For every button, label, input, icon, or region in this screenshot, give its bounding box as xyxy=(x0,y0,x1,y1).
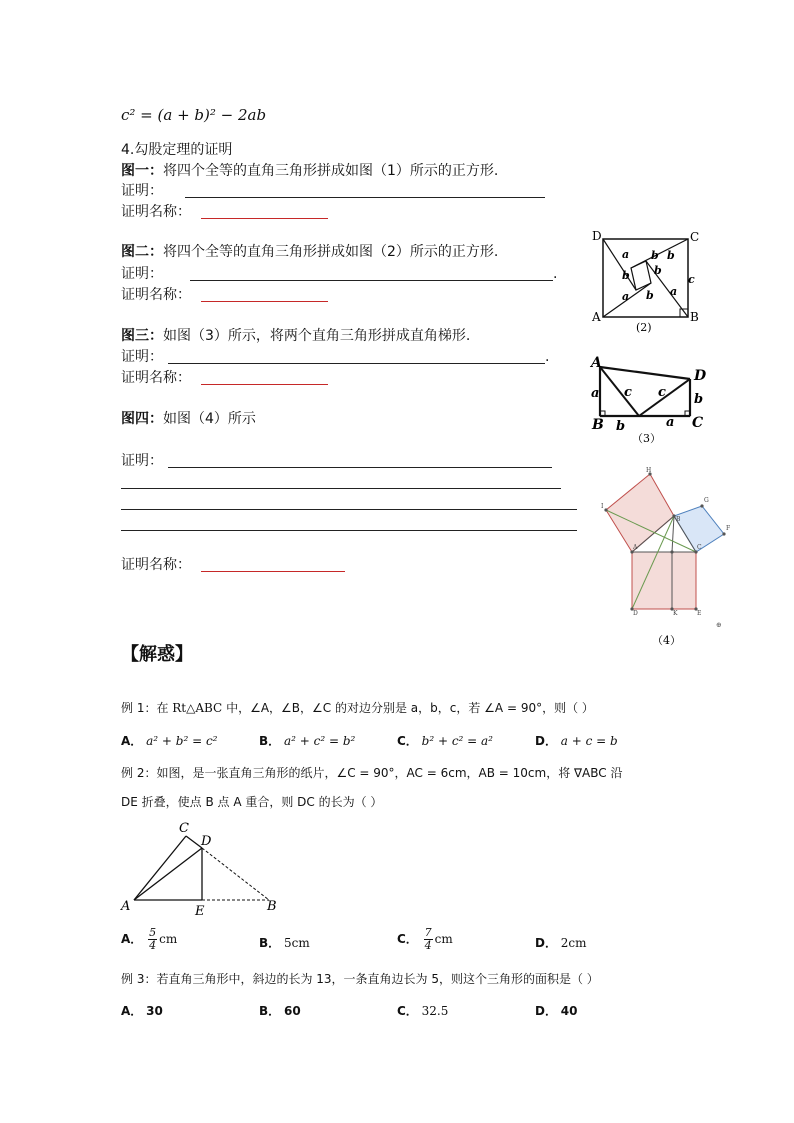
ex2-option-d-expr: 2cm xyxy=(560,936,587,950)
ex1-option-c-key: C． xyxy=(397,734,418,748)
ex1-option-d-expr: a + c = b xyxy=(560,734,618,748)
ex2-figure xyxy=(116,818,286,918)
diagram4-label-K: K xyxy=(673,610,678,617)
fig1-proof-label: 证明： xyxy=(121,183,163,199)
diagram4-label-B: B xyxy=(676,516,681,523)
ex2-option-c-unit: cm xyxy=(434,932,453,946)
diagram2-label-A: A xyxy=(592,310,601,324)
fig3-statement xyxy=(121,327,470,345)
diagram4-label-C: C xyxy=(697,544,702,551)
diagram-3 xyxy=(588,352,708,447)
ex2-option-a[interactable] xyxy=(121,927,177,952)
ex3-option-c-key: C． xyxy=(397,1004,418,1018)
ex3-option-d[interactable] xyxy=(535,1003,578,1019)
fig2-label: 图二： xyxy=(121,244,163,260)
diagram3-caption: （3） xyxy=(632,432,661,445)
ex2-side-DB-dashed xyxy=(202,848,269,900)
ex1-body: 中，∠A，∠B，∠C 的对边分别是 a，b，c，若 ∠A = 90°，则（ ） xyxy=(222,701,594,715)
diagram3-label-b2: b xyxy=(616,419,626,434)
diagram2-side-1 xyxy=(603,239,636,290)
ex2-side-AC xyxy=(134,836,186,900)
ex1-option-c[interactable] xyxy=(397,733,493,749)
ex2-side-CD xyxy=(186,836,202,848)
section-title: 4.勾股定理的证明 xyxy=(121,142,233,158)
ex2-option-d-key: D． xyxy=(535,936,557,950)
diagram3-side-AD xyxy=(600,367,690,379)
diagram4-label-E: E xyxy=(697,610,702,617)
diagram2-label-a3: a xyxy=(670,285,678,298)
fig3-period: . xyxy=(545,349,550,365)
fig4-label: 图四： xyxy=(121,411,163,427)
fig2-proof-label: 证明： xyxy=(121,266,163,282)
ex3-option-b-expr: 60 xyxy=(283,1004,301,1018)
diagram3-label-C: C xyxy=(692,415,704,431)
ex3-option-d-key: D． xyxy=(535,1004,557,1018)
ex1-option-b-expr: a² + c² = b² xyxy=(283,734,356,748)
ex2-option-a-unit: cm xyxy=(159,932,178,946)
fig2-name-line[interactable] xyxy=(201,301,328,302)
diagram-2 xyxy=(588,228,704,338)
ex3-question: 例 3：若直角三角形中，斜边的长为 13，一条直角边长为 5，则这个三角形的面积是（ ） xyxy=(121,972,599,986)
fig3-label: 图三： xyxy=(121,328,163,344)
diagram3-label-a2: a xyxy=(666,415,675,430)
diagram2-label-b5: b xyxy=(646,289,654,302)
diagram4-label-D: D xyxy=(633,610,638,617)
diagram4-mark-icon: ⊕ xyxy=(716,621,722,629)
ex2-option-a-den: 4 xyxy=(149,939,157,952)
diagram3-label-c2: c xyxy=(658,385,666,400)
ex3-option-b[interactable] xyxy=(259,1003,301,1019)
fig2-period: . xyxy=(553,266,558,282)
diagram4-label-H: H xyxy=(646,467,652,474)
diagram3-label-B: B xyxy=(592,417,604,433)
diagram4-label-A: A xyxy=(633,544,638,551)
ex1-option-b-key: B． xyxy=(259,734,281,748)
diagram3-label-D: D xyxy=(694,368,707,384)
ex2-option-b-key: B． xyxy=(259,936,281,950)
jiehuo-title: 【解惑】 xyxy=(121,644,193,665)
fig1-text: 将四个全等的直角三角形拼成如图（1）所示的正方形. xyxy=(163,163,499,179)
diagram2-caption: (2) xyxy=(636,321,652,334)
diagram2-label-b3: b xyxy=(622,269,630,282)
fig1-statement xyxy=(121,162,498,180)
diagram3-label-a1: a xyxy=(591,386,600,401)
diagram4-caption: （4） xyxy=(652,634,681,647)
diagram2-label-a2: a xyxy=(622,290,630,303)
ex3-option-a-key: A． xyxy=(121,1004,143,1018)
diagram2-label-b4: b xyxy=(654,264,662,277)
diagram4-label-F: F xyxy=(726,525,731,532)
fig1-name-label: 证明名称： xyxy=(121,204,191,220)
ex3-option-a-expr: 30 xyxy=(146,1004,163,1018)
ex1-option-b[interactable] xyxy=(259,733,355,749)
ex2-label-C: C xyxy=(179,821,189,836)
diagram2-label-a1: a xyxy=(622,248,630,261)
ex2-option-a-fraction xyxy=(148,927,157,952)
ex2-label-D: D xyxy=(201,834,212,849)
ex2-label-E: E xyxy=(195,904,205,918)
diagram4-label-G: G xyxy=(704,497,709,504)
fig4-statement xyxy=(121,410,256,428)
ex1-option-d[interactable] xyxy=(535,733,618,749)
fig4-text: 如图（4）所示 xyxy=(163,411,256,427)
fig1-proof-line[interactable] xyxy=(185,197,545,198)
ex2-option-c[interactable] xyxy=(397,927,453,952)
fig2-text: 将四个全等的直角三角形拼成如图（2）所示的正方形. xyxy=(163,244,499,260)
fig4-proof-line-2[interactable] xyxy=(121,488,561,489)
fig2-statement xyxy=(121,243,498,261)
fig4-proof-line-4[interactable] xyxy=(121,530,577,531)
fig2-name-label: 证明名称： xyxy=(121,287,191,303)
ex1-option-a-expr: a² + b² = c² xyxy=(146,734,218,748)
fig3-proof-label: 证明： xyxy=(121,349,163,365)
fig4-proof-line-3[interactable] xyxy=(121,509,577,510)
fig4-proof-label: 证明： xyxy=(121,453,163,469)
fig3-text: 如图（3）所示，将两个直角三角形拼成直角梯形. xyxy=(163,328,471,344)
ex2-option-a-num: 5 xyxy=(149,926,157,939)
ex3-option-a[interactable] xyxy=(121,1003,163,1019)
ex2-option-c-key: C． xyxy=(397,932,418,946)
fig3-name-label: 证明名称： xyxy=(121,370,191,386)
ex2-option-b[interactable] xyxy=(259,935,310,951)
diagram3-label-c1: c xyxy=(624,385,632,400)
diagram4-square-AC xyxy=(632,552,696,609)
ex2-option-a-key: A． xyxy=(121,932,143,946)
ex2-label-A: A xyxy=(121,899,131,914)
fig4-name-line[interactable] xyxy=(201,571,345,572)
fig1-name-line[interactable] xyxy=(201,218,328,219)
ex3-option-c-expr: 32.5 xyxy=(421,1004,449,1018)
diagram3-side-AE xyxy=(600,367,639,416)
ex1-prefix: 例 1：在 xyxy=(121,701,173,715)
diagram2-label-B: B xyxy=(690,310,699,324)
ex3-option-c[interactable] xyxy=(397,1003,448,1019)
diagram2-label-b1: b xyxy=(651,249,659,262)
ex1-rt: Rt△ABC xyxy=(172,701,223,715)
diagram2-label-D: D xyxy=(592,229,602,243)
ex2-option-c-num: 7 xyxy=(424,926,432,939)
ex2-question-line1: 例 2：如图，是一张直角三角形的纸片，∠C = 90°，AC = 6cm，AB = 10cm，将 ∇ABC 沿 xyxy=(121,766,623,780)
diagram2-label-b2: b xyxy=(667,249,675,262)
fig3-proof-line[interactable] xyxy=(168,363,545,364)
ex1-option-a[interactable] xyxy=(121,733,217,749)
diagram4-square-AB xyxy=(606,474,674,552)
fig2-proof-line[interactable] xyxy=(190,280,553,281)
ex2-question-line2: DE 折叠，使点 B 点 A 重合，则 DC 的长为（ ） xyxy=(121,795,383,809)
fig4-name-label: 证明名称： xyxy=(121,557,191,573)
ex3-option-b-key: B． xyxy=(259,1004,281,1018)
diagram-4 xyxy=(592,466,736,650)
ex1-option-d-key: D． xyxy=(535,734,557,748)
diagram2-label-c: c xyxy=(688,273,695,286)
ex2-option-d[interactable] xyxy=(535,935,587,951)
ex2-option-c-fraction xyxy=(424,927,433,952)
ex1-question xyxy=(121,700,594,716)
diagram2-outer-square xyxy=(603,239,688,317)
diagram2-label-C: C xyxy=(690,230,700,244)
ex2-side-AD xyxy=(134,848,202,900)
ex2-option-c-den: 4 xyxy=(424,939,432,952)
ex2-option-b-expr: 5cm xyxy=(283,936,310,950)
top-formula: c² = (a + b)² − 2ab xyxy=(121,106,267,124)
diagram3-label-b1: b xyxy=(694,392,704,407)
fig4-proof-line-1[interactable] xyxy=(168,467,552,468)
ex3-option-d-expr: 40 xyxy=(560,1004,578,1018)
ex1-option-c-expr: b² + c² = a² xyxy=(421,734,493,748)
ex1-option-a-key: A． xyxy=(121,734,143,748)
fig1-label: 图一： xyxy=(121,163,163,179)
diagram3-label-A: A xyxy=(591,355,602,371)
ex2-label-B: B xyxy=(267,899,277,914)
diagram4-label-I: I xyxy=(601,503,604,510)
fig3-name-line[interactable] xyxy=(201,384,328,385)
